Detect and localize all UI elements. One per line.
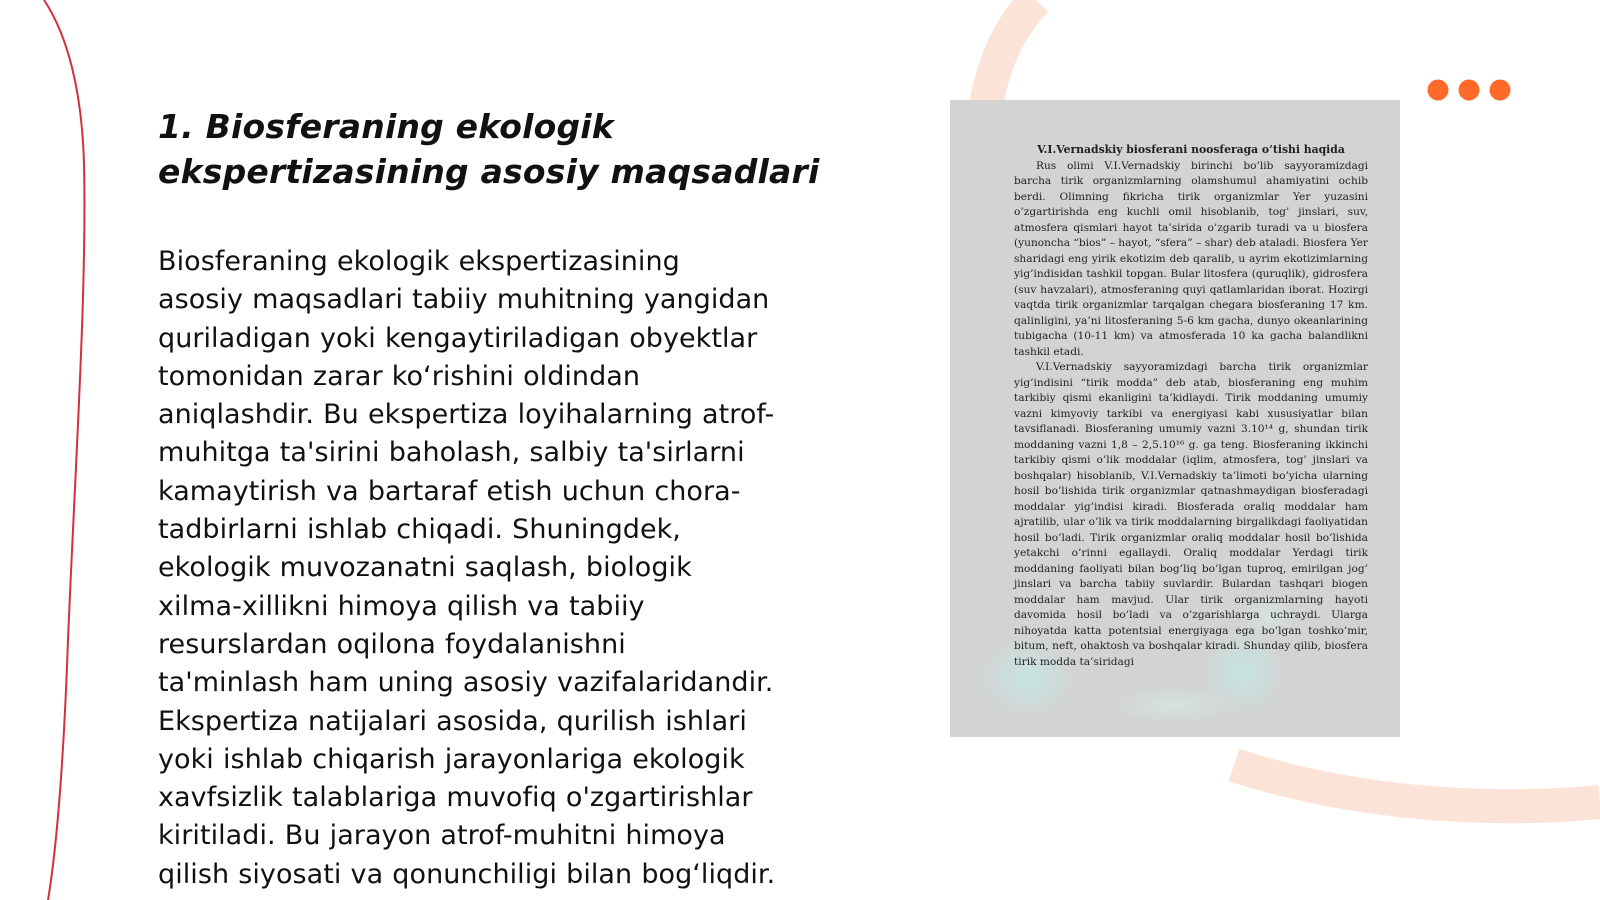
document-paragraph: Rus olimi V.I.Vernadskiy birinchi bo’lib sayyoramizdagi barcha tirik organizmlarning olamshumul ahamiyatini ochib berdi. Olimning fikricha tirik organizmlar Yer yuzasini o’zgartirishda eng kuchli omil hisoblanib, tog’ jinslari, suv, atmosfera qismlari hayot ta’sirida o’zgarib turadi va u biosfera (yunoncha “bios” – hayot, “sfera” – shar) deb ataladi. Biosfera Yer sharidagi eng yirik ekotizim deb qaralib, u ayrim ekotizimlarning yig’indisidan tashkil topgan. Bular litosfera (quruqlik), gidrosfera (suv havzalari), atmosferaning quyi qatlamlaridan iborat. Hozirgi vaqtda tirik organizmlar tarqalgan chegara biosferaning 17 km. qalinligini, ya’ni litosferaning 5-6 km gacha, dunyo okeanlarining tubigacha (10-11 km) va atmosferada 10 ka gacha balandlikni tashkil etadi.: [1014, 159, 1368, 358]
bottom-orange-arc: [1234, 765, 1600, 806]
slide-content: [158, 104, 858, 894]
document-page-text: [1014, 142, 1368, 670]
document-image: [950, 100, 1400, 737]
orange-dot-2: [1459, 80, 1480, 101]
document-paragraph: V.I.Vernadskiy sayyoramizdagi barcha tirik organizmlar yig’indisini “tirik modda” deb atab, biosferaning eng muhim tarkibiy qismi ekanligini ta’kidlaydi. Tirik moddaning umumiy vazni kimyoviy tarkibi va energiyasi kabi xususiyatlar bilan tavsiflanadi. Biosferaning umumiy vazni 3.10¹⁴ g, shundan tirik moddaning vazni 1,8 – 2,5.10¹⁶ g. ga teng. Biosferaning ikkinchi tarkibiy qismi o’lik moddalar (iqlim, atmosfera, tog’ jinslari va boshqalar) hisoblanib, V.I.Vernadskiy ta’limoti bo’yicha ularning hosil bo’lishida tirik organizmlar qatnashmaydigan biosferadagi moddalar yig’indisi kiradi. Biosferada oraliq moddalar ham ajratilib, ular o’lik va tirik moddalarning birgalikdagi faoliyatidan hosil bo’ladi. Tirik organizmlar oraliq moddalar hosil bo’lishida yetakchi o’rinni egallaydi. Oraliq moddalar Yerdagi tirik moddaning faoliyati bilan bog’liq bo’lgan tuproq, emirilgan jog’ jinslari va barcha tabiiy suvlardir. Bulardan tashqari biogen moddalar ham mavjud. Ular tirik organizmlarning hayoti davomida hosil bo’ladi va o’zgarishlarga uchraydi. Ularga nihoyatda katta potentsial energiyaga ega bo’lgan toshko’mir, bitum, neft, ohaktosh va boshqalar kiradi. Shunday qilib, biosfera tirik modda ta’siridagi: [1014, 361, 1368, 668]
orange-dot-3: [1490, 80, 1511, 101]
document-heading: V.I.Vernadskiy biosferani noosferaga o’tishi haqida: [1037, 143, 1345, 156]
scan-light-lower-middle: [1109, 685, 1239, 725]
left-red-curve: [44, 0, 84, 900]
slide-body-text: Biosferaning ekologik ekspertizasining asosiy maqsadlari tabiiy muhitning yangidan quriladigan yoki kengaytiriladigan obyektlar tomonidan zarar ko‘rishini oldindan aniqlashdir. Bu ekspertiza loyihalarning atrof- muhitga ta'sirini baholash, salbiy ta'sirlarni kamaytirish va bartaraf etish uchun chora- tadbirlarni ishlab chiqadi. Shuningdek, ekologik muvozanatni saqlash, biologik xilma-xillikni himoya qilish va tabiiy resurslardan oqilona foydalanishni ta'minlash ham uning asosiy vazifalaridandir. Ekspertiza natijalari asosida, qurilish ishlari yoki ishlab chiqarish jarayonlariga ekologik xavfsizlik talablariga muvofiq o'zgartirishlar kiritiladi. Bu jarayon atrof-muhitni himoya qilish siyosati va qonunchiligi bilan bog‘liqdir.: [158, 246, 776, 890]
orange-dot-1: [1428, 80, 1449, 101]
slide-title: 1. Biosferaning ekologik ekspertizasining asosiy maqsadlari: [158, 107, 820, 191]
top-orange-arc: [986, 0, 1036, 103]
